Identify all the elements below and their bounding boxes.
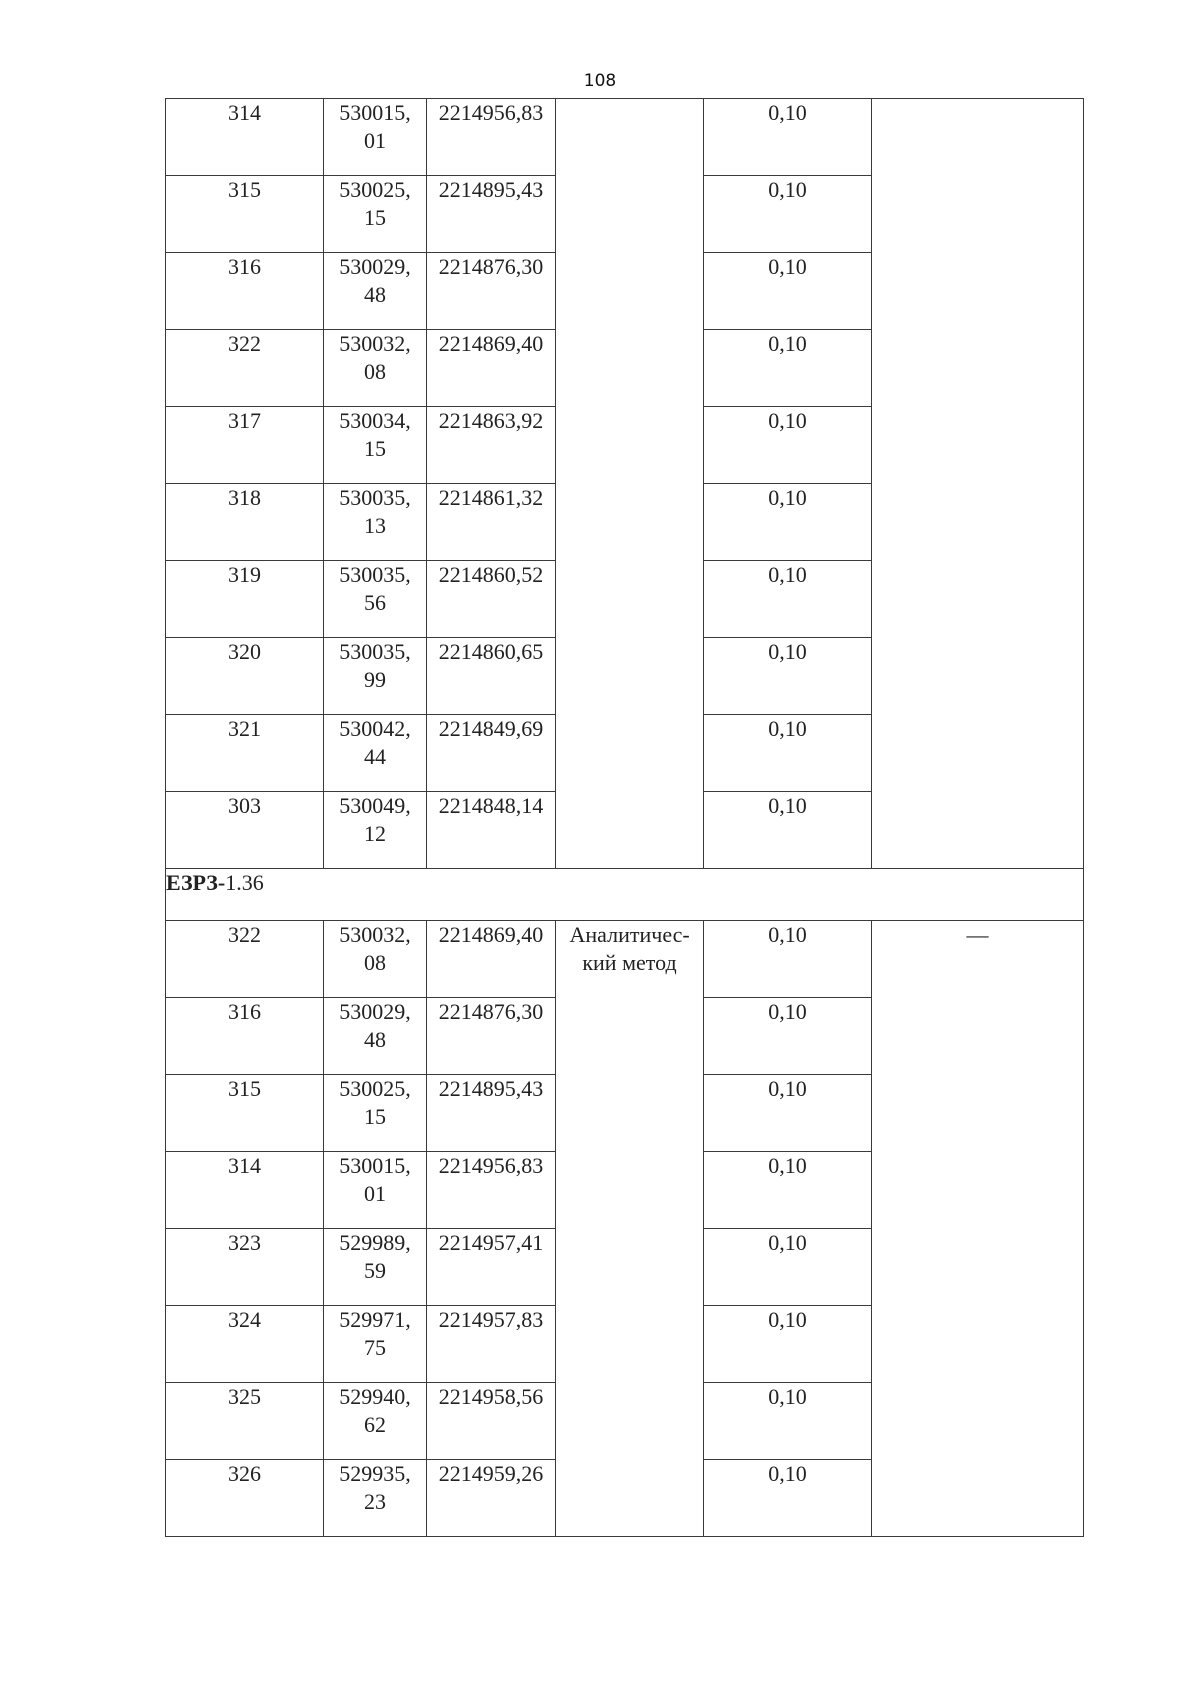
y-coordinate-cell: 2214959,26 <box>427 1460 556 1537</box>
method-cell <box>556 99 704 869</box>
x-coordinate-cell: 530035, 13 <box>324 484 427 561</box>
point-cell: 322 <box>166 330 324 407</box>
accuracy-cell: 0,10 <box>704 330 872 407</box>
x-coordinate-cell: 530035, 99 <box>324 638 427 715</box>
table-row <box>166 99 1084 176</box>
accuracy-cell: 0,10 <box>704 253 872 330</box>
point-cell: 324 <box>166 1306 324 1383</box>
method-text: Аналитичес- кий метод <box>569 922 690 975</box>
y-coordinate-cell: 2214956,83 <box>427 99 556 176</box>
x-coordinate-cell: 530015, 01 <box>324 99 427 176</box>
y-coordinate-cell: 2214958,56 <box>427 1383 556 1460</box>
accuracy-cell: 0,10 <box>704 715 872 792</box>
x-coordinate-cell: 529989, 59 <box>324 1229 427 1306</box>
table-group-header <box>166 869 1084 921</box>
point-cell: 323 <box>166 1229 324 1306</box>
point-cell: 314 <box>166 99 324 176</box>
point-cell: 325 <box>166 1383 324 1460</box>
group-title-number: 1.36 <box>225 870 264 895</box>
y-coordinate-cell: 2214863,92 <box>427 407 556 484</box>
point-cell: 318 <box>166 484 324 561</box>
x-coordinate-cell: 530015, 01 <box>324 1152 427 1229</box>
y-coordinate-cell: 2214895,43 <box>427 176 556 253</box>
y-coordinate-cell: 2214957,83 <box>427 1306 556 1383</box>
accuracy-cell: 0,10 <box>704 1152 872 1229</box>
table-block-1 <box>166 99 1084 869</box>
coordinates-table <box>165 98 1084 1537</box>
point-cell: 320 <box>166 638 324 715</box>
x-coordinate-cell: 530042, 44 <box>324 715 427 792</box>
description-cell: — <box>872 921 1084 1537</box>
point-cell: 317 <box>166 407 324 484</box>
x-coordinate-cell: 530025, 15 <box>324 1075 427 1152</box>
accuracy-cell: 0,10 <box>704 99 872 176</box>
x-coordinate-cell: 530029, 48 <box>324 253 427 330</box>
x-coordinate-cell: 530025, 15 <box>324 176 427 253</box>
y-coordinate-cell: 2214957,41 <box>427 1229 556 1306</box>
x-coordinate-cell: 530035, 56 <box>324 561 427 638</box>
x-coordinate-cell: 530032, 08 <box>324 330 427 407</box>
x-coordinate-cell: 530032, 08 <box>324 921 427 998</box>
y-coordinate-cell: 2214895,43 <box>427 1075 556 1152</box>
y-coordinate-cell: 2214876,30 <box>427 998 556 1075</box>
x-coordinate-cell: 529940, 62 <box>324 1383 427 1460</box>
accuracy-cell: 0,10 <box>704 921 872 998</box>
point-cell: 326 <box>166 1460 324 1537</box>
method-cell <box>556 921 704 1537</box>
x-coordinate-cell: 529971, 75 <box>324 1306 427 1383</box>
point-cell: 322 <box>166 921 324 998</box>
x-coordinate-cell: 529935, 23 <box>324 1460 427 1537</box>
y-coordinate-cell: 2214848,14 <box>427 792 556 869</box>
point-cell: 315 <box>166 1075 324 1152</box>
y-coordinate-cell: 2214956,83 <box>427 1152 556 1229</box>
y-coordinate-cell: 2214860,52 <box>427 561 556 638</box>
point-cell: 314 <box>166 1152 324 1229</box>
x-coordinate-cell: 530034, 15 <box>324 407 427 484</box>
accuracy-cell: 0,10 <box>704 407 872 484</box>
y-coordinate-cell: 2214869,40 <box>427 921 556 998</box>
point-cell: 315 <box>166 176 324 253</box>
accuracy-cell: 0,10 <box>704 638 872 715</box>
accuracy-cell: 0,10 <box>704 1075 872 1152</box>
x-coordinate-cell: 530049, 12 <box>324 792 427 869</box>
group-title <box>166 869 1084 921</box>
point-cell: 316 <box>166 998 324 1075</box>
accuracy-cell: 0,10 <box>704 792 872 869</box>
accuracy-cell: 0,10 <box>704 1460 872 1537</box>
point-cell: 319 <box>166 561 324 638</box>
accuracy-cell: 0,10 <box>704 176 872 253</box>
accuracy-cell: 0,10 <box>704 561 872 638</box>
accuracy-cell: 0,10 <box>704 484 872 561</box>
accuracy-cell: 0,10 <box>704 1383 872 1460</box>
y-coordinate-cell: 2214860,65 <box>427 638 556 715</box>
accuracy-cell: 0,10 <box>704 1306 872 1383</box>
y-coordinate-cell: 2214869,40 <box>427 330 556 407</box>
accuracy-cell: 0,10 <box>704 998 872 1075</box>
point-cell: 316 <box>166 253 324 330</box>
point-cell: 303 <box>166 792 324 869</box>
accuracy-cell: 0,10 <box>704 1229 872 1306</box>
description-cell <box>872 99 1084 869</box>
table-block-2 <box>166 921 1084 1537</box>
page-number: 108 <box>583 71 617 91</box>
y-coordinate-cell: 2214861,32 <box>427 484 556 561</box>
y-coordinate-cell: 2214876,30 <box>427 253 556 330</box>
group-row <box>166 869 1084 921</box>
table-row <box>166 921 1084 998</box>
y-coordinate-cell: 2214849,69 <box>427 715 556 792</box>
group-title-prefix: ЕЗРЗ- <box>166 870 226 895</box>
x-coordinate-cell: 530029, 48 <box>324 998 427 1075</box>
point-cell: 321 <box>166 715 324 792</box>
